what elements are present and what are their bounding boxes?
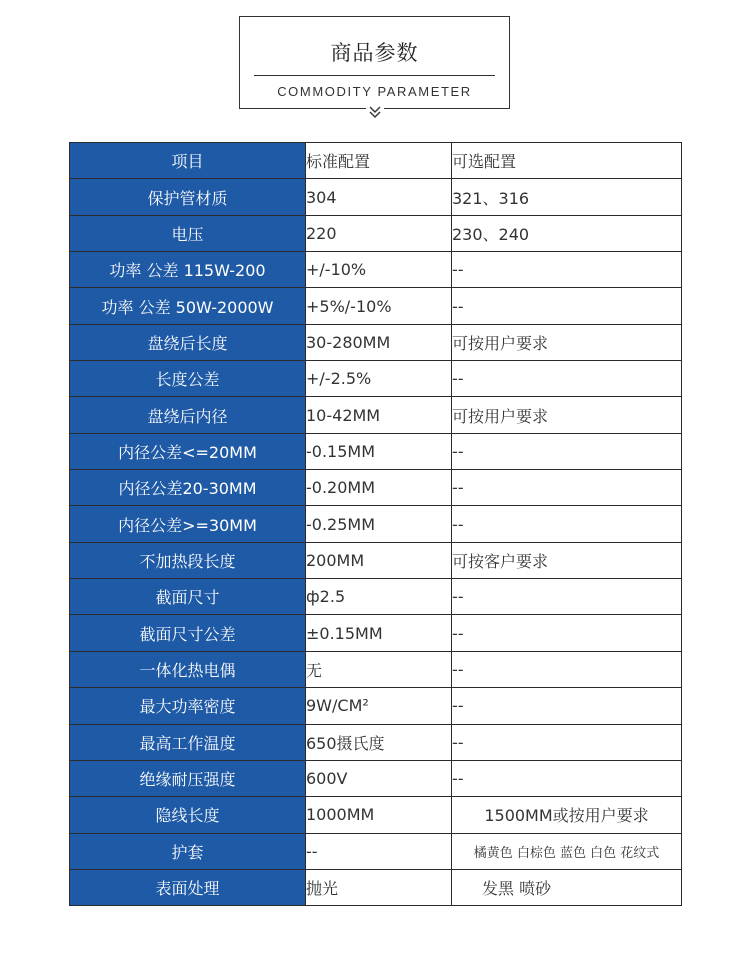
row-optional-cell: 可按用户要求 [452,397,682,433]
row-item-cell: 盘绕后内径 [70,397,306,433]
table-row [70,724,682,760]
row-standard-cell: 10-42MM [306,397,452,433]
row-item-cell: 最大功率密度 [70,688,306,724]
row-optional-cell: 230、240 [452,215,682,251]
row-optional-cell: 可按用户要求 [452,324,682,360]
row-standard-cell: -0.20MM [306,470,452,506]
row-optional-cell: -- [452,579,682,615]
row-standard-cell: +/-2.5% [306,361,452,397]
row-optional-cell: 橘黄色 白棕色 蓝色 白色 花纹式 [452,833,682,869]
row-optional-cell: 发黑 喷砂 [452,869,682,905]
row-optional-cell: 1500MM或按用户要求 [452,797,682,833]
parameter-table [69,142,682,906]
row-standard-cell: 304 [306,179,452,215]
row-item-cell: 隐线长度 [70,797,306,833]
row-optional-cell: -- [452,615,682,651]
table-row [70,397,682,433]
row-item-cell: 表面处理 [70,869,306,905]
row-optional-cell: -- [452,724,682,760]
row-item-cell: 盘绕后长度 [70,324,306,360]
page-title: 商品参数 [330,41,419,65]
row-standard-cell: 650摄氏度 [306,724,452,760]
row-optional-cell: -- [452,470,682,506]
row-standard-cell: 220 [306,215,452,251]
column-header-optional: 可选配置 [452,143,682,179]
row-standard-cell: 30-280MM [306,324,452,360]
table-row [70,833,682,869]
table-row [70,288,682,324]
table-row [70,760,682,796]
double-chevron-down-icon [366,104,384,120]
row-item-cell: 保护管材质 [70,179,306,215]
title-divider [254,75,495,76]
row-standard-cell: +/-10% [306,252,452,288]
row-item-cell: 内径公差20-30MM [70,470,306,506]
table-row [70,869,682,905]
row-optional-cell: -- [452,361,682,397]
row-item-cell: 电压 [70,215,306,251]
column-header-item: 项目 [70,143,306,179]
row-standard-cell: +5%/-10% [306,288,452,324]
row-item-cell: 不加热段长度 [70,542,306,578]
row-standard-cell: 1000MM [306,797,452,833]
row-optional-cell: 可按客户要求 [452,542,682,578]
row-standard-cell: -- [306,833,452,869]
row-item-cell: 最高工作温度 [70,724,306,760]
row-optional-cell: -- [452,433,682,469]
row-standard-cell: 无 [306,651,452,687]
row-item-cell: 一体化热电偶 [70,651,306,687]
table-row [70,615,682,651]
row-optional-cell: 321、316 [452,179,682,215]
table-row [70,179,682,215]
row-item-cell: 截面尺寸公差 [70,615,306,651]
table-row [70,215,682,251]
table-row [70,579,682,615]
column-header-standard: 标准配置 [306,143,452,179]
row-optional-cell: -- [452,688,682,724]
row-standard-cell: 抛光 [306,869,452,905]
row-optional-cell: -- [452,252,682,288]
row-item-cell: 内径公差>=30MM [70,506,306,542]
row-item-cell: 内径公差<=20MM [70,433,306,469]
table-row [70,361,682,397]
table-row [70,324,682,360]
row-optional-cell: -- [452,760,682,796]
row-standard-cell: ф2.5 [306,579,452,615]
table-row [70,470,682,506]
table-header-row [70,143,682,179]
table-row [70,651,682,687]
row-item-cell: 长度公差 [70,361,306,397]
table-row [70,542,682,578]
page-subtitle: COMMODITY PARAMETER [277,84,472,99]
table-row [70,433,682,469]
row-standard-cell: ±0.15MM [306,615,452,651]
table-row [70,252,682,288]
title-box [239,16,510,109]
row-item-cell: 功率 公差 115W-200 [70,252,306,288]
row-optional-cell: -- [452,506,682,542]
row-standard-cell: 200MM [306,542,452,578]
row-item-cell: 功率 公差 50W-2000W [70,288,306,324]
table-row [70,797,682,833]
row-optional-cell: -- [452,288,682,324]
table-row [70,506,682,542]
row-standard-cell: 9W/CM² [306,688,452,724]
row-item-cell: 截面尺寸 [70,579,306,615]
row-standard-cell: -0.15MM [306,433,452,469]
row-standard-cell: -0.25MM [306,506,452,542]
row-item-cell: 绝缘耐压强度 [70,760,306,796]
row-standard-cell: 600V [306,760,452,796]
row-item-cell: 护套 [70,833,306,869]
table-row [70,688,682,724]
row-optional-cell: -- [452,651,682,687]
